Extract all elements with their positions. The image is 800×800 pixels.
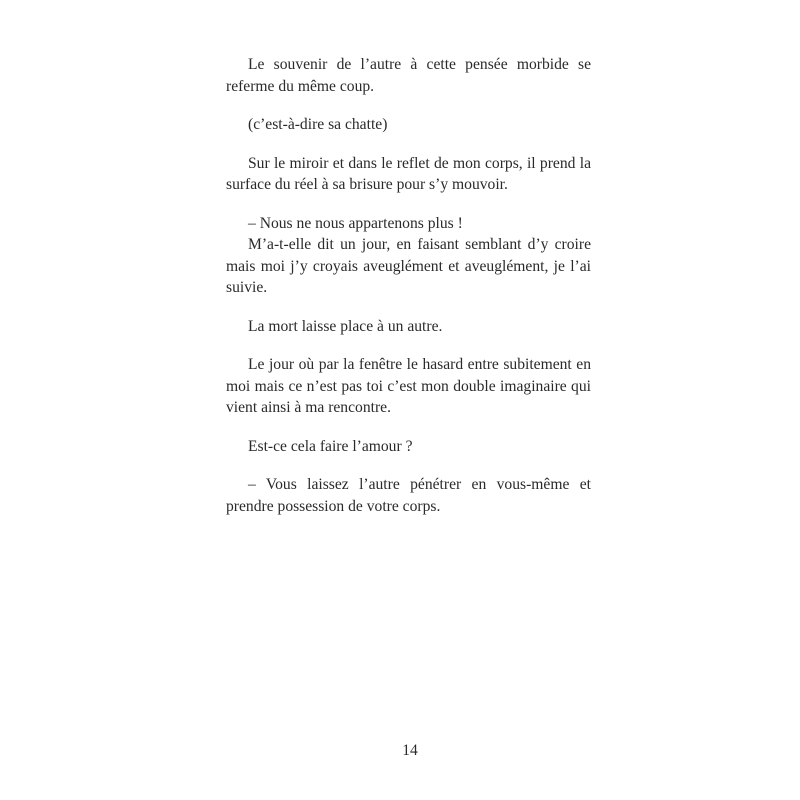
- paragraph: Le souvenir de l’autre à cette pensée morbide se referme du même coup.: [226, 56, 591, 95]
- paragraph: La mort laisse place à un autre.: [248, 317, 443, 335]
- paragraph: Est-ce cela faire l’amour ?: [248, 437, 413, 455]
- body-text: [226, 54, 591, 517]
- page-number: 14: [402, 742, 418, 759]
- paragraph: – Vous laissez l’autre pénétrer en vous-même et prendre possession de votre corps.: [226, 476, 591, 515]
- paragraph: (c’est-à-dire sa chatte): [248, 116, 388, 133]
- paragraph: M’a-t-elle dit un jour, en faisant semblant d’y croire mais moi j’y croyais aveuglément et aveuglément, je l’ai suivie.: [226, 236, 591, 296]
- paragraph: Sur le miroir et dans le reflet de mon corps, il prend la surface du réel à sa brisure pour s’y mouvoir.: [226, 154, 591, 193]
- paragraph: – Nous ne nous appartenons plus !: [248, 214, 463, 232]
- paragraph: Le jour où par la fenêtre le hasard entre subitement en moi mais ce n’est pas toi c’est mon double imaginaire qui vient ainsi à ma rencontre.: [226, 356, 591, 416]
